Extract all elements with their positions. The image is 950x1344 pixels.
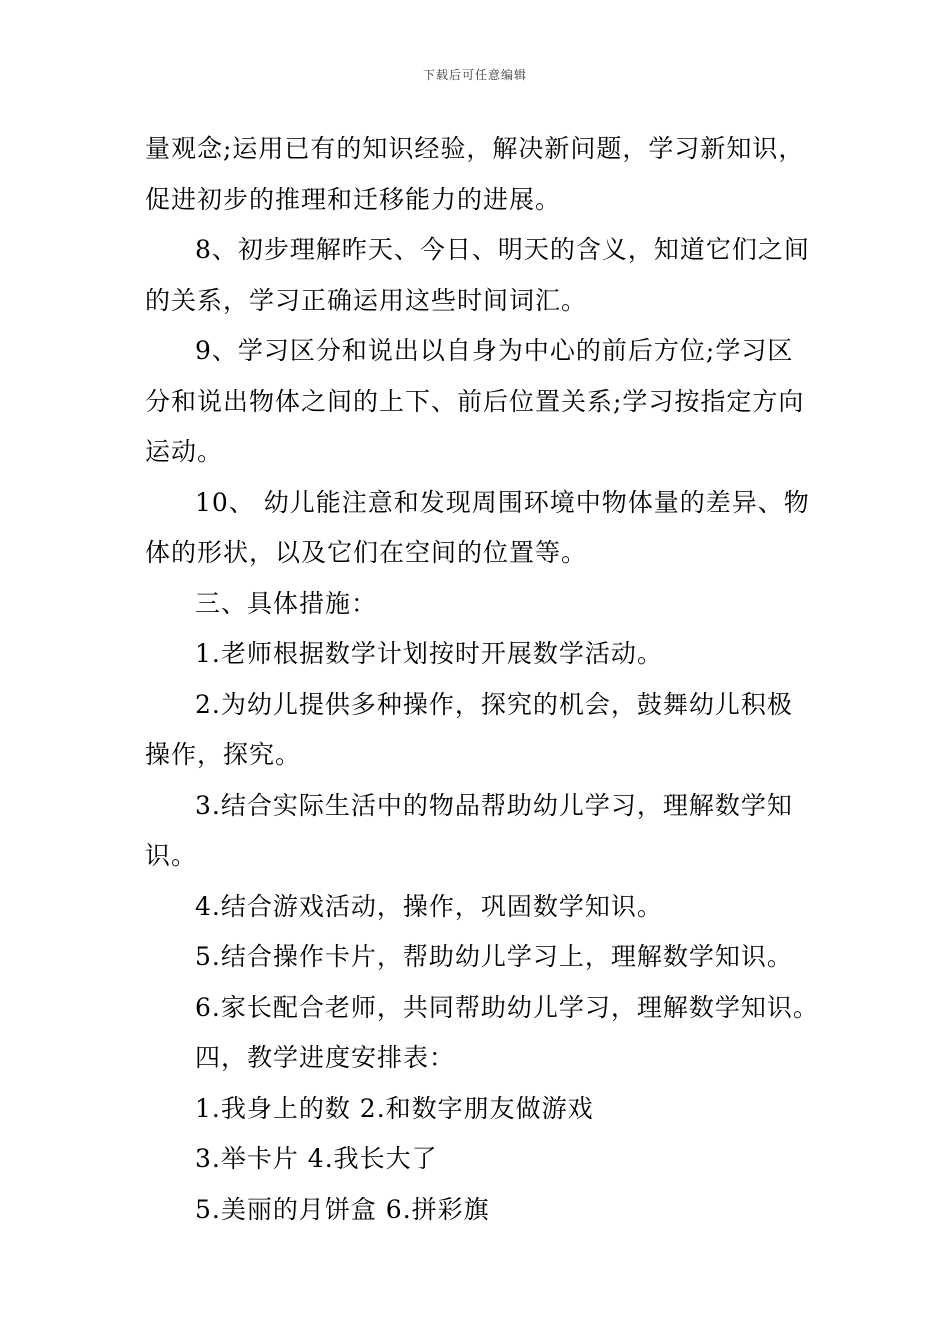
paragraph-line: 体的形状，以及它们在空间的位置等。	[145, 538, 588, 567]
paragraph-line: 8、初步理解昨天、今日、明天的含义，知道它们之间	[195, 235, 810, 264]
list-item: 5.结合操作卡片，帮助幼儿学习上，理解数学知识。	[195, 942, 793, 971]
paragraph-line: 运动。	[145, 437, 224, 466]
paragraph-line: 分和说出物体之间的上下、前后位置关系;学习按指定方向	[145, 386, 805, 416]
list-item: 6.家长配合老师，共同帮助幼儿学习，理解数学知识。	[195, 992, 819, 1022]
paragraph-line: 促进初步的推理和迁移能力的进展。	[145, 184, 562, 214]
schedule-item: 5.美丽的月饼盒 6.拼彩旗	[195, 1194, 490, 1224]
list-item: 3.结合实际生活中的物品帮助幼儿学习，理解数学知	[195, 790, 793, 820]
paragraph-line: 的关系，学习正确运用这些时间词汇。	[145, 285, 588, 315]
list-item: 1.老师根据数学计划按时开展数学活动。	[195, 639, 663, 668]
page-header-note: 下载后可任意编辑	[422, 68, 527, 82]
document-body	[145, 124, 819, 1235]
list-item-continuation: 操作，探究。	[145, 740, 302, 769]
paragraph-line: 9、学习区分和说出以自身为中心的前后方位;学习区	[195, 336, 794, 365]
paragraph-line: 10、 幼儿能注意和发现周围环境中物体量的差异、物	[195, 487, 810, 517]
schedule-item: 3.举卡片 4.我长大了	[195, 1144, 438, 1173]
paragraph-line: 量观念;运用已有的知识经验，解决新问题，学习新知识，	[145, 134, 805, 163]
schedule-item: 1.我身上的数 2.和数字朋友做游戏	[195, 1093, 594, 1123]
list-item-continuation: 识。	[145, 841, 198, 870]
list-item: 4.结合游戏活动，操作，巩固数学知识。	[195, 891, 663, 921]
list-item: 2.为幼儿提供多种操作，探究的机会，鼓舞幼儿积极	[195, 689, 793, 719]
section-heading: 四，教学进度安排表：	[195, 1043, 456, 1072]
section-heading: 三、具体措施：	[195, 588, 378, 618]
